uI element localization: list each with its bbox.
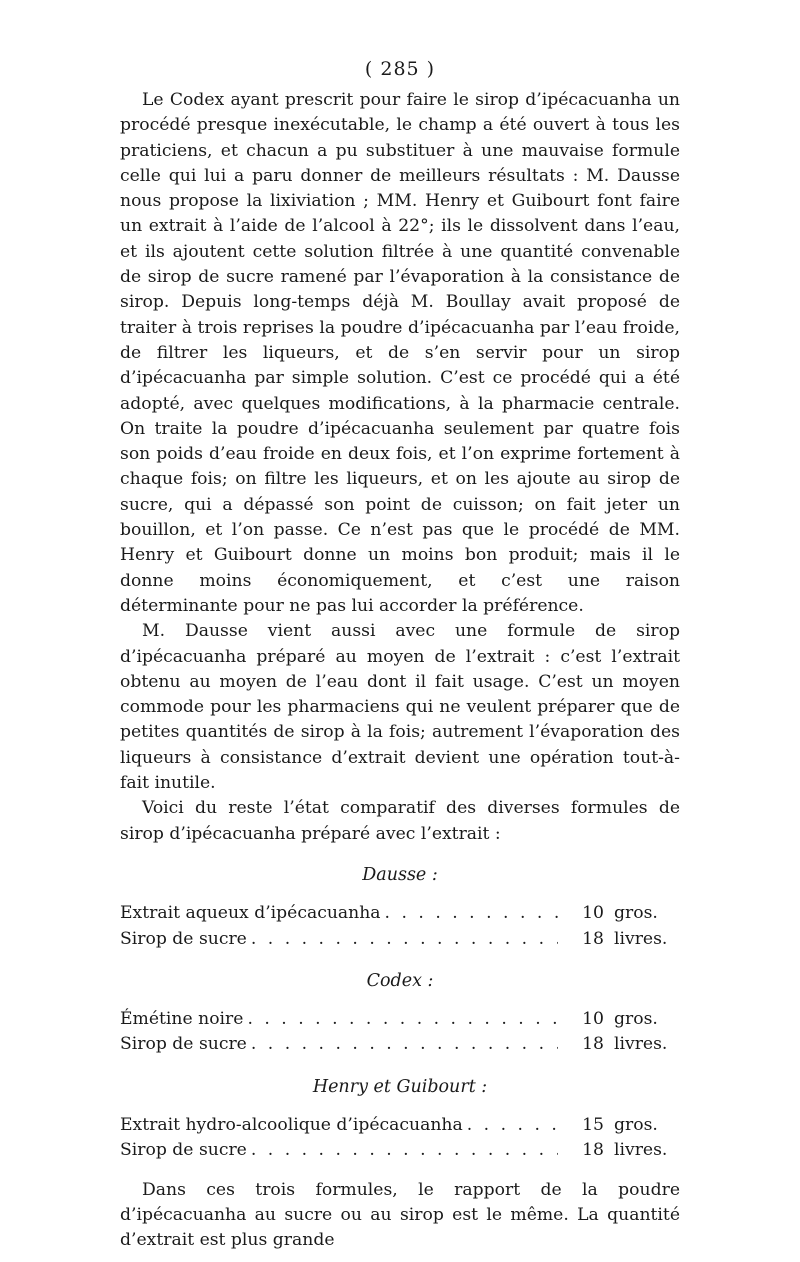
page-number: ( 285 ) (364, 58, 436, 80)
paragraph-codex-procedures: Le Codex ayant prescrit pour faire le sirop d’ipécacuanha un procédé presque inexécutable, le champ a été ouvert à tous les praticiens, et chacun a pu substituer à une mauvaise formule celle qui lui a paru donner de meilleurs résultats : M. Dausse nous propose la lixiviation ; MM. Henry et Guibourt font faire un extrait à l’aide de l’alcool à 22°; ils le dissolvent dans l’eau, et ils ajoutent cette solution filtrée à une quantité convenable de sirop de sucre ramené par l’évaporation à la consistance de sirop. Depuis long-temps déjà M. Boullay avait proposé de traiter à trois reprises la poudre d’ipécacuanha par l’eau froide, de filtrer les liqueurs, et de s’en servir pour un sirop d’ipécacuanha par simple solution. C’est ce procédé qui a été adopté, avec quelques modifications, à la pharmacie centrale. On traite la poudre d’ipécacuanha seulement par quatre fois son poids d’eau froide en deux fois, et l’on exprime fortement à chaque fois; on filtre les liqueurs, et on les ajoute au sirop de sucre, qui a dépassé son point de cuisson; on fait jeter un bouillon, et l’on passe. Ce n’est pas que le procédé de MM. Henry et Guibourt donne un moins bon produit; mais il le donne moins économiquement, et c’est une raison déterminante pour ne pas lui accorder la préférence. (120, 90, 680, 616)
formula-dausse (120, 863, 680, 952)
ingredient-unit: gros. (614, 1114, 658, 1135)
ingredient-unit: livres. (614, 1140, 668, 1161)
paragraph-comparison-intro: Voici du reste l’état comparatif des diverses formules de sirop d’ipécacuanha préparé avec l’extrait : (120, 798, 680, 844)
formula-row (120, 901, 680, 926)
paragraph-closing: Dans ces trois formules, le rapport de la poudre d’ipécacuanha au sucre ou au sirop est le même. La quantité d’extrait est plus grande (120, 1179, 680, 1251)
ingredient-unit: livres. (614, 928, 668, 949)
formula-row (120, 1113, 680, 1138)
formula-codex (120, 969, 680, 1058)
formula-row (120, 1007, 680, 1032)
ingredient-name: Sirop de sucre (120, 1140, 247, 1161)
dot-leader (251, 1032, 558, 1057)
ingredient-unit: livres. (614, 1034, 668, 1055)
ingredient-unit: gros. (614, 1009, 658, 1030)
formula-title: Dausse : (362, 864, 438, 885)
dot-leader (251, 1138, 558, 1163)
ingredient-quantity: 18 (582, 928, 604, 949)
dot-leader (247, 1007, 558, 1032)
ingredient-name: Sirop de sucre (120, 928, 247, 949)
dot-leader (385, 901, 558, 926)
formula-row (120, 1032, 680, 1057)
dot-leader (251, 927, 558, 952)
ingredient-unit: gros. (614, 903, 658, 924)
paragraph-dausse-extract: M. Dausse vient aussi avec une formule de sirop d’ipécacuanha préparé au moyen de l’extrait : c’est l’extrait obtenu au moyen de l’eau dont il fait usage. C’est un moyen commode pour les pharmaciens qui ne veulent préparer que de petites quantités de sirop à la fois; autrement l’évaporation des liqueurs à consistance d’extrait devient une opération tout-à-fait inutile. (120, 621, 680, 794)
ingredient-name: Extrait hydro-alcoolique d’ipécacuanha (120, 1114, 463, 1135)
ingredient-quantity: 15 (582, 1114, 604, 1135)
formula-title: Henry et Guibourt : (312, 1076, 488, 1097)
formula-row (120, 927, 680, 952)
formula-title: Codex : (366, 970, 434, 991)
formula-henry-guibourt (120, 1075, 680, 1164)
ingredient-quantity: 10 (582, 1009, 604, 1030)
ingredient-quantity: 10 (582, 903, 604, 924)
ingredient-name: Sirop de sucre (120, 1034, 247, 1055)
dot-leader (467, 1113, 558, 1138)
ingredient-name: Extrait aqueux d’ipécacuanha (120, 903, 381, 924)
ingredient-name: Émétine noire (120, 1009, 244, 1030)
body-text (120, 88, 680, 1253)
ingredient-quantity: 18 (582, 1140, 604, 1161)
formula-row (120, 1138, 680, 1163)
ingredient-quantity: 18 (582, 1034, 604, 1055)
